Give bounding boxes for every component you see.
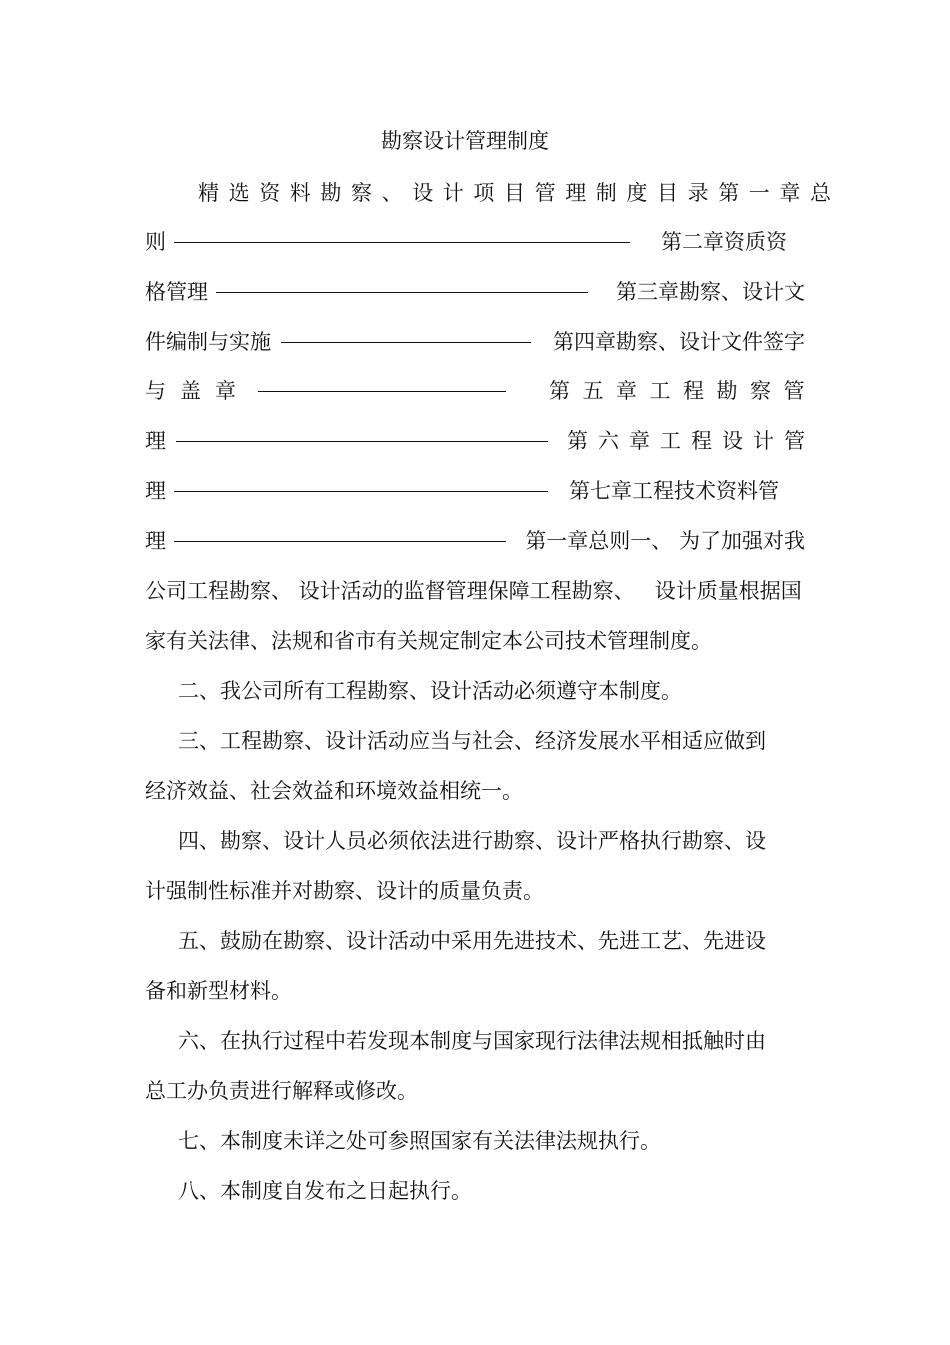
- toc-row: [145, 226, 805, 258]
- body-line: 二、我公司所有工程勘察、设计活动必须遵守本制度。: [178, 679, 682, 703]
- body-line: 三、工程勘察、设计活动应当与社会、经济发展水平相适应做到: [178, 729, 766, 753]
- toc-label: 理: [145, 529, 166, 553]
- toc-row-left: [145, 226, 630, 258]
- toc-label: 与盖章: [145, 379, 250, 403]
- body-line: 四、勘察、设计人员必须依法进行勘察、设计严格执行勘察、设: [178, 829, 766, 853]
- toc-label: 理: [145, 479, 166, 503]
- toc-row-left: [145, 475, 548, 507]
- toc-row-left: [145, 525, 506, 557]
- toc-row: [145, 326, 805, 358]
- toc-leader-line: [174, 541, 506, 542]
- toc-row: [145, 425, 815, 457]
- body-line: 六、在执行过程中若发现本制度与国家现行法律法规相抵触时由: [178, 1029, 766, 1053]
- toc-row-right: 第三章勘察、设计文: [616, 280, 805, 304]
- body-line: 八、本制度自发布之日起执行。: [178, 1179, 472, 1203]
- toc-leader-line: [281, 342, 531, 343]
- toc-row-left: [145, 326, 531, 358]
- body-line: 公司工程勘察、 设计活动的监督管理保障工程勘察、 设计质量根据国: [145, 579, 802, 603]
- toc-row-left: [145, 375, 506, 407]
- toc-leader-line: [216, 292, 588, 293]
- toc-row: [145, 276, 805, 308]
- toc-row-right: 第五章工程勘察管: [549, 379, 817, 403]
- toc-leader-line: [174, 491, 548, 492]
- toc-row-right: 第二章资质资: [661, 230, 787, 254]
- body-line: 计强制性标准并对勘察、设计的质量负责。: [145, 879, 544, 903]
- toc-row-right: 第四章勘察、设计文件签字: [553, 330, 805, 354]
- toc-row: [145, 375, 817, 407]
- toc-intro: 精选资料勘察、设计项目管理制度目录第一章总: [198, 181, 841, 205]
- body-line: 总工办负责进行解释或修改。: [145, 1079, 418, 1103]
- toc-leader-line: [174, 242, 630, 243]
- toc-leader-line: [176, 441, 548, 442]
- toc-row-right: 第六章工程设计管: [567, 429, 815, 453]
- toc-row: [145, 475, 805, 507]
- toc-row-right: 第七章工程技术资料管: [569, 479, 779, 503]
- body-line: 七、本制度未详之处可参照国家有关法律法规执行。: [178, 1129, 661, 1153]
- toc-leader-line: [258, 391, 506, 392]
- body-line: 备和新型材料。: [145, 979, 292, 1003]
- body-line: 经济效益、社会效益和环境效益相统一。: [145, 779, 523, 803]
- toc-row-left: [145, 425, 548, 457]
- toc-row-right: 第一章总则一、 为了加强对我: [525, 529, 805, 553]
- document-title: 勘察设计管理制度: [381, 129, 549, 153]
- toc-row: [145, 525, 805, 557]
- body-line: 五、鼓励在勘察、设计活动中采用先进技术、先进工艺、先进设: [178, 929, 766, 953]
- toc-label: 则: [145, 230, 166, 254]
- toc-label: 理: [145, 429, 166, 453]
- toc-row-left: [145, 276, 588, 308]
- toc-label: 件编制与实施: [145, 330, 271, 354]
- body-line: 家有关法律、法规和省市有关规定制定本公司技术管理制度。: [145, 629, 712, 653]
- toc-label: 格管理: [145, 280, 208, 304]
